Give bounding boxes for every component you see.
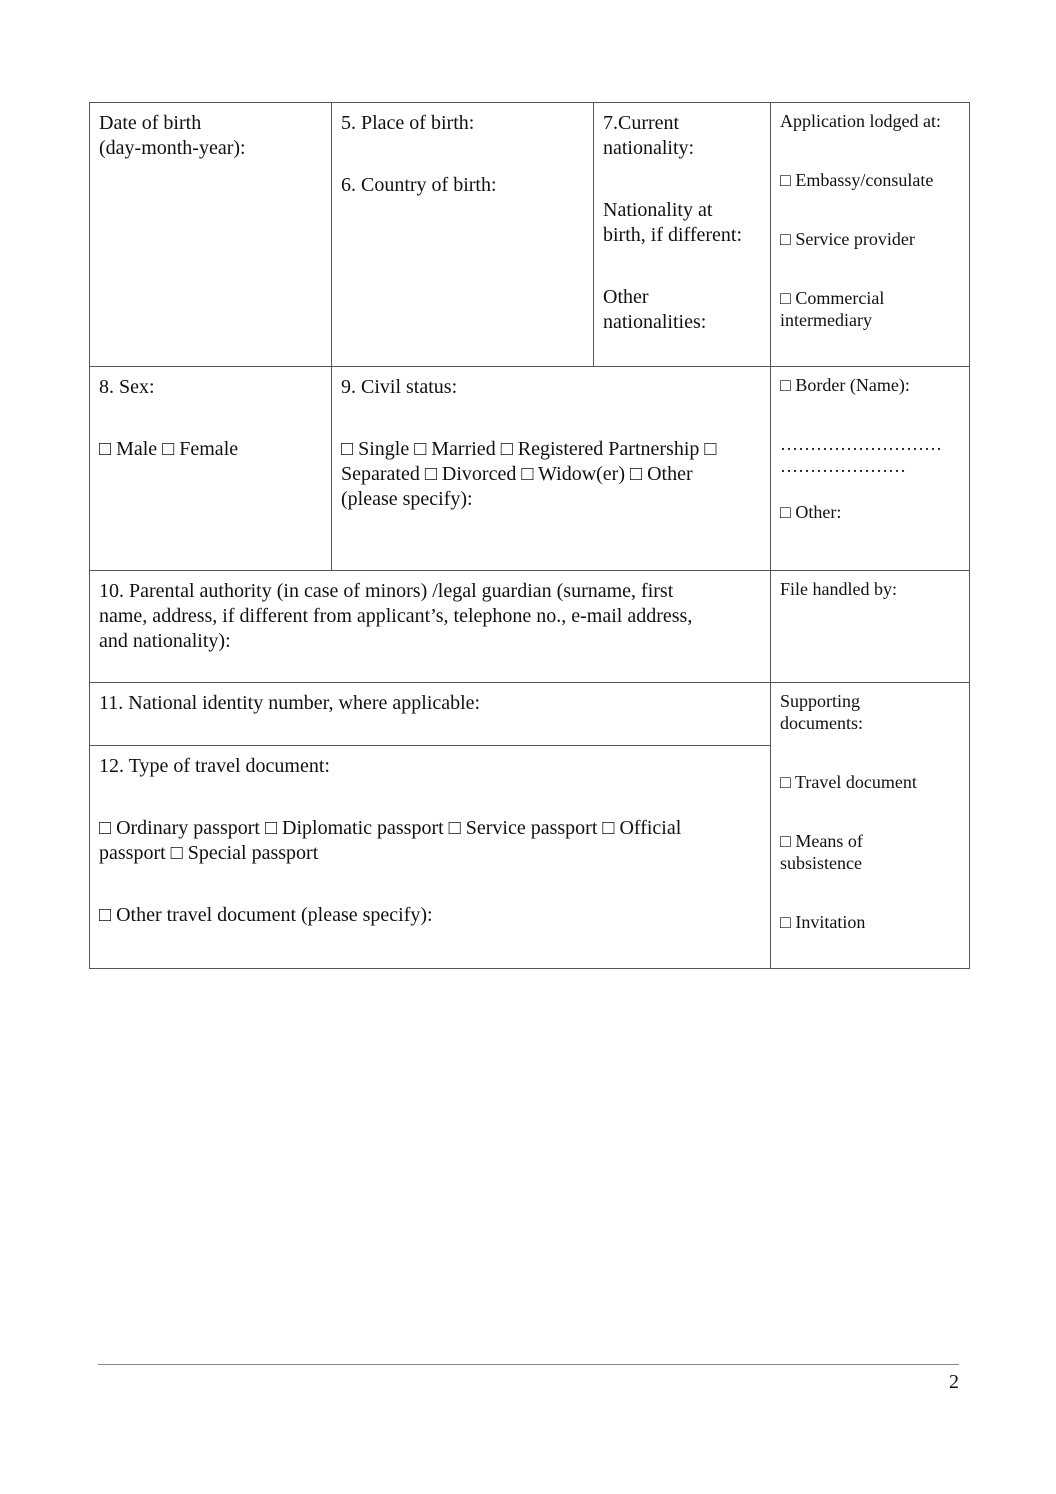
national-id-label: 11. National identity number, where applicable: [99, 692, 481, 714]
other-lodged-checkbox[interactable]: □ Other: [780, 502, 842, 522]
parental-authority-label: 10. Parental authority (in case of minors) /legal guardian (surname, first [99, 580, 674, 602]
supporting-documents-cell [771, 683, 970, 969]
application-lodged-title: Application lodged at: [780, 111, 941, 131]
birth-row [90, 103, 970, 367]
sex-civil-row [90, 367, 970, 571]
country-of-birth-label: 6. Country of birth: [341, 174, 497, 196]
application-lodged-cell [771, 103, 970, 367]
embassy-consulate-checkbox[interactable]: □ Embassy/consulate [780, 170, 934, 190]
current-nationality-label-cont: nationality: [603, 137, 695, 159]
civil-status-specify: (please specify): [341, 488, 473, 510]
border-name-dots-cont[interactable]: ………………… [780, 456, 906, 476]
other-travel-document-checkbox[interactable]: □ Other travel document (please specify): [99, 904, 433, 926]
sex-cell [90, 367, 332, 571]
other-nationalities-label-cont: nationalities: [603, 311, 707, 333]
travel-document-checkbox[interactable]: □ Travel document [780, 772, 917, 792]
service-provider-checkbox[interactable]: □ Service provider [780, 229, 915, 249]
commercial-intermediary-checkbox[interactable]: □ Commercial [780, 288, 885, 308]
civil-status-cell [332, 367, 771, 571]
civil-status-label: 9. Civil status: [341, 376, 458, 398]
sex-label: 8. Sex: [99, 376, 155, 398]
date-of-birth-format: (day-month-year): [99, 137, 246, 159]
date-of-birth-label: Date of birth [99, 112, 202, 134]
commercial-intermediary-label-cont: intermediary [780, 310, 872, 330]
travel-document-options-line1[interactable]: □ Ordinary passport □ Diplomatic passport □ Service passport □ Official [99, 817, 682, 839]
nationality-at-birth-label: Nationality at [603, 199, 713, 221]
civil-status-options-line2[interactable]: Separated □ Divorced □ Widow(er) □ Other [341, 463, 693, 485]
civil-status-options-line1[interactable]: □ Single □ Married □ Registered Partnership □ [341, 438, 717, 460]
travel-document-options-line2[interactable]: passport □ Special passport [99, 842, 319, 864]
invitation-checkbox[interactable]: □ Invitation [780, 912, 866, 932]
current-nationality-label: 7.Current [603, 112, 680, 134]
national-id-cell[interactable] [90, 683, 771, 746]
sex-options[interactable]: □ Male □ Female [99, 438, 239, 460]
page-number: 2 [949, 1371, 959, 1393]
footer-divider [98, 1364, 959, 1365]
national-id-row [90, 683, 970, 746]
travel-document-type-cell [90, 746, 771, 969]
place-of-birth-label: 5. Place of birth: [341, 112, 475, 134]
nationality-at-birth-label-cont: birth, if different: [603, 224, 743, 246]
border-cell [771, 367, 970, 571]
supporting-documents-title: Supporting [780, 691, 861, 711]
other-nationalities-label: Other [603, 286, 649, 308]
place-country-of-birth-cell[interactable] [332, 103, 594, 367]
border-checkbox[interactable]: □ Border (Name): [780, 375, 910, 395]
border-name-dots[interactable]: ……………………… [780, 434, 942, 454]
file-handled-cell [771, 571, 970, 683]
nationality-cell[interactable] [594, 103, 771, 367]
travel-document-type-label: 12. Type of travel document: [99, 755, 330, 777]
parental-authority-label-end: and nationality): [99, 630, 231, 652]
parental-authority-cell[interactable] [90, 571, 771, 683]
parental-row [90, 571, 970, 683]
visa-application-form-table [89, 102, 970, 969]
means-of-subsistence-checkbox[interactable]: □ Means of [780, 831, 863, 851]
supporting-documents-title-cont: documents: [780, 713, 863, 733]
date-of-birth-cell[interactable] [90, 103, 332, 367]
file-handled-label: File handled by: [780, 579, 897, 599]
means-of-subsistence-label-cont: subsistence [780, 853, 862, 873]
parental-authority-label-cont: name, address, if different from applicant’s, telephone no., e-mail address, [99, 605, 693, 627]
